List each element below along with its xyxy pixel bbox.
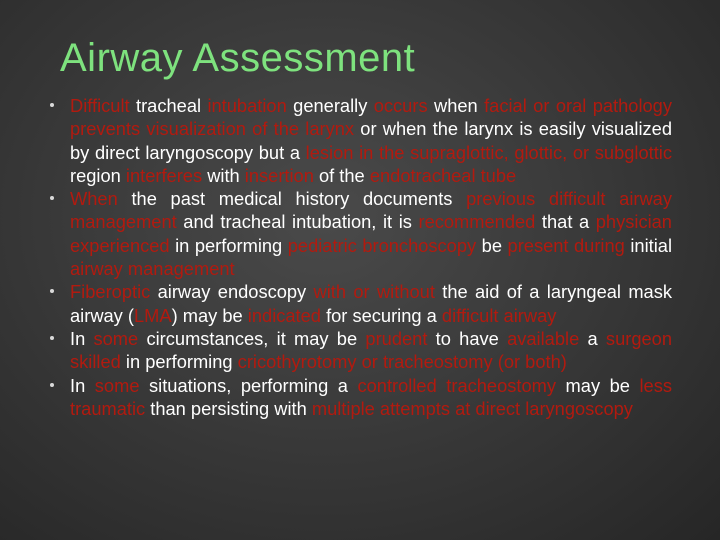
bullet-marker-icon xyxy=(50,196,54,200)
highlighted-text: controlled tracheostomy xyxy=(357,374,557,396)
highlighted-text: LMA xyxy=(134,304,172,326)
highlighted-text: interferes xyxy=(125,164,203,186)
body-text: the aid of a laryngeal mask airway ( xyxy=(70,281,672,326)
body-text: in performing xyxy=(120,351,238,373)
body-text: for securing a xyxy=(320,304,442,326)
body-text: be xyxy=(476,234,508,256)
highlighted-text: pediatric bronchoscopy xyxy=(287,234,477,256)
highlighted-text: insertion xyxy=(244,164,314,186)
body-text: to have xyxy=(427,327,508,349)
body-text: with xyxy=(202,164,245,186)
highlighted-text: difficult airway xyxy=(441,304,557,326)
bullet-marker-icon xyxy=(50,289,54,293)
body-text: and tracheal intubation, it is xyxy=(176,211,419,233)
highlighted-text: Difficult xyxy=(70,95,130,116)
highlighted-text: less traumatic xyxy=(70,374,672,419)
bullet-marker-icon xyxy=(50,383,54,387)
bullet-text xyxy=(70,375,672,419)
highlighted-text: occurs xyxy=(373,95,428,116)
highlighted-text: intubation xyxy=(207,95,287,116)
body-text: the past medical history documents xyxy=(117,188,467,210)
highlighted-text: cricothyrotomy or tracheostomy (or both) xyxy=(237,351,567,373)
body-text: or when the larynx is easily visualized by direct laryngoscopy but a xyxy=(70,118,672,163)
body-text: of the xyxy=(313,164,370,186)
highlighted-text: prudent xyxy=(365,327,428,349)
highlighted-text: physician experienced xyxy=(70,211,672,256)
bullet-text xyxy=(70,328,672,372)
highlighted-text: surgeon skilled xyxy=(70,327,672,373)
body-text: situations, performing a xyxy=(139,374,358,396)
bullet-item xyxy=(50,187,672,280)
body-text: region xyxy=(70,164,126,186)
highlighted-text: available xyxy=(507,327,580,349)
body-text: circumstances, it may be xyxy=(138,327,366,349)
body-text: that a xyxy=(535,211,596,233)
body-text: initial xyxy=(624,234,673,256)
body-text: may be xyxy=(556,374,640,396)
body-text: In xyxy=(70,374,95,396)
bullet-marker-icon xyxy=(50,336,54,340)
bullet-list xyxy=(50,94,672,420)
highlighted-text: previous difficult airway management xyxy=(70,188,672,233)
slide-title: Airway Assessment xyxy=(60,36,416,80)
bullet-item xyxy=(50,280,672,327)
body-text: tracheal xyxy=(129,95,208,116)
bullet-text xyxy=(70,188,672,279)
highlighted-text: some xyxy=(94,374,140,396)
bullet-text xyxy=(70,95,672,186)
highlighted-text: multiple attempts at direct laryngoscopy xyxy=(311,397,633,419)
highlighted-text: present during xyxy=(507,234,625,256)
highlighted-text: airway management xyxy=(70,258,235,280)
highlighted-text: When xyxy=(70,188,118,210)
highlighted-text: Fiberoptic xyxy=(70,281,151,303)
body-text: when xyxy=(427,95,485,116)
highlighted-text: with or without xyxy=(313,281,435,303)
highlighted-text: recommended xyxy=(418,211,536,233)
body-text: in performing xyxy=(169,234,288,256)
bullet-item xyxy=(50,374,672,421)
body-text: generally xyxy=(286,95,374,116)
body-text: than persisting with xyxy=(145,397,312,419)
bullet-text xyxy=(70,281,672,325)
highlighted-text: indicated xyxy=(247,304,321,326)
body-text: ) may be xyxy=(171,304,248,326)
highlighted-text: some xyxy=(93,327,139,349)
body-text: a xyxy=(579,327,606,349)
highlighted-text: lesion in the supraglottic, glottic, or subglottic xyxy=(305,141,672,163)
bullet-item xyxy=(50,94,672,187)
highlighted-text: endotracheal tube xyxy=(369,164,517,186)
bullet-marker-icon xyxy=(50,103,54,107)
highlighted-text: facial or oral pathology prevents visualization of the larynx xyxy=(70,95,672,140)
bullet-item xyxy=(50,327,672,374)
body-text: airway endoscopy xyxy=(150,281,314,303)
body-text: In xyxy=(70,327,94,349)
